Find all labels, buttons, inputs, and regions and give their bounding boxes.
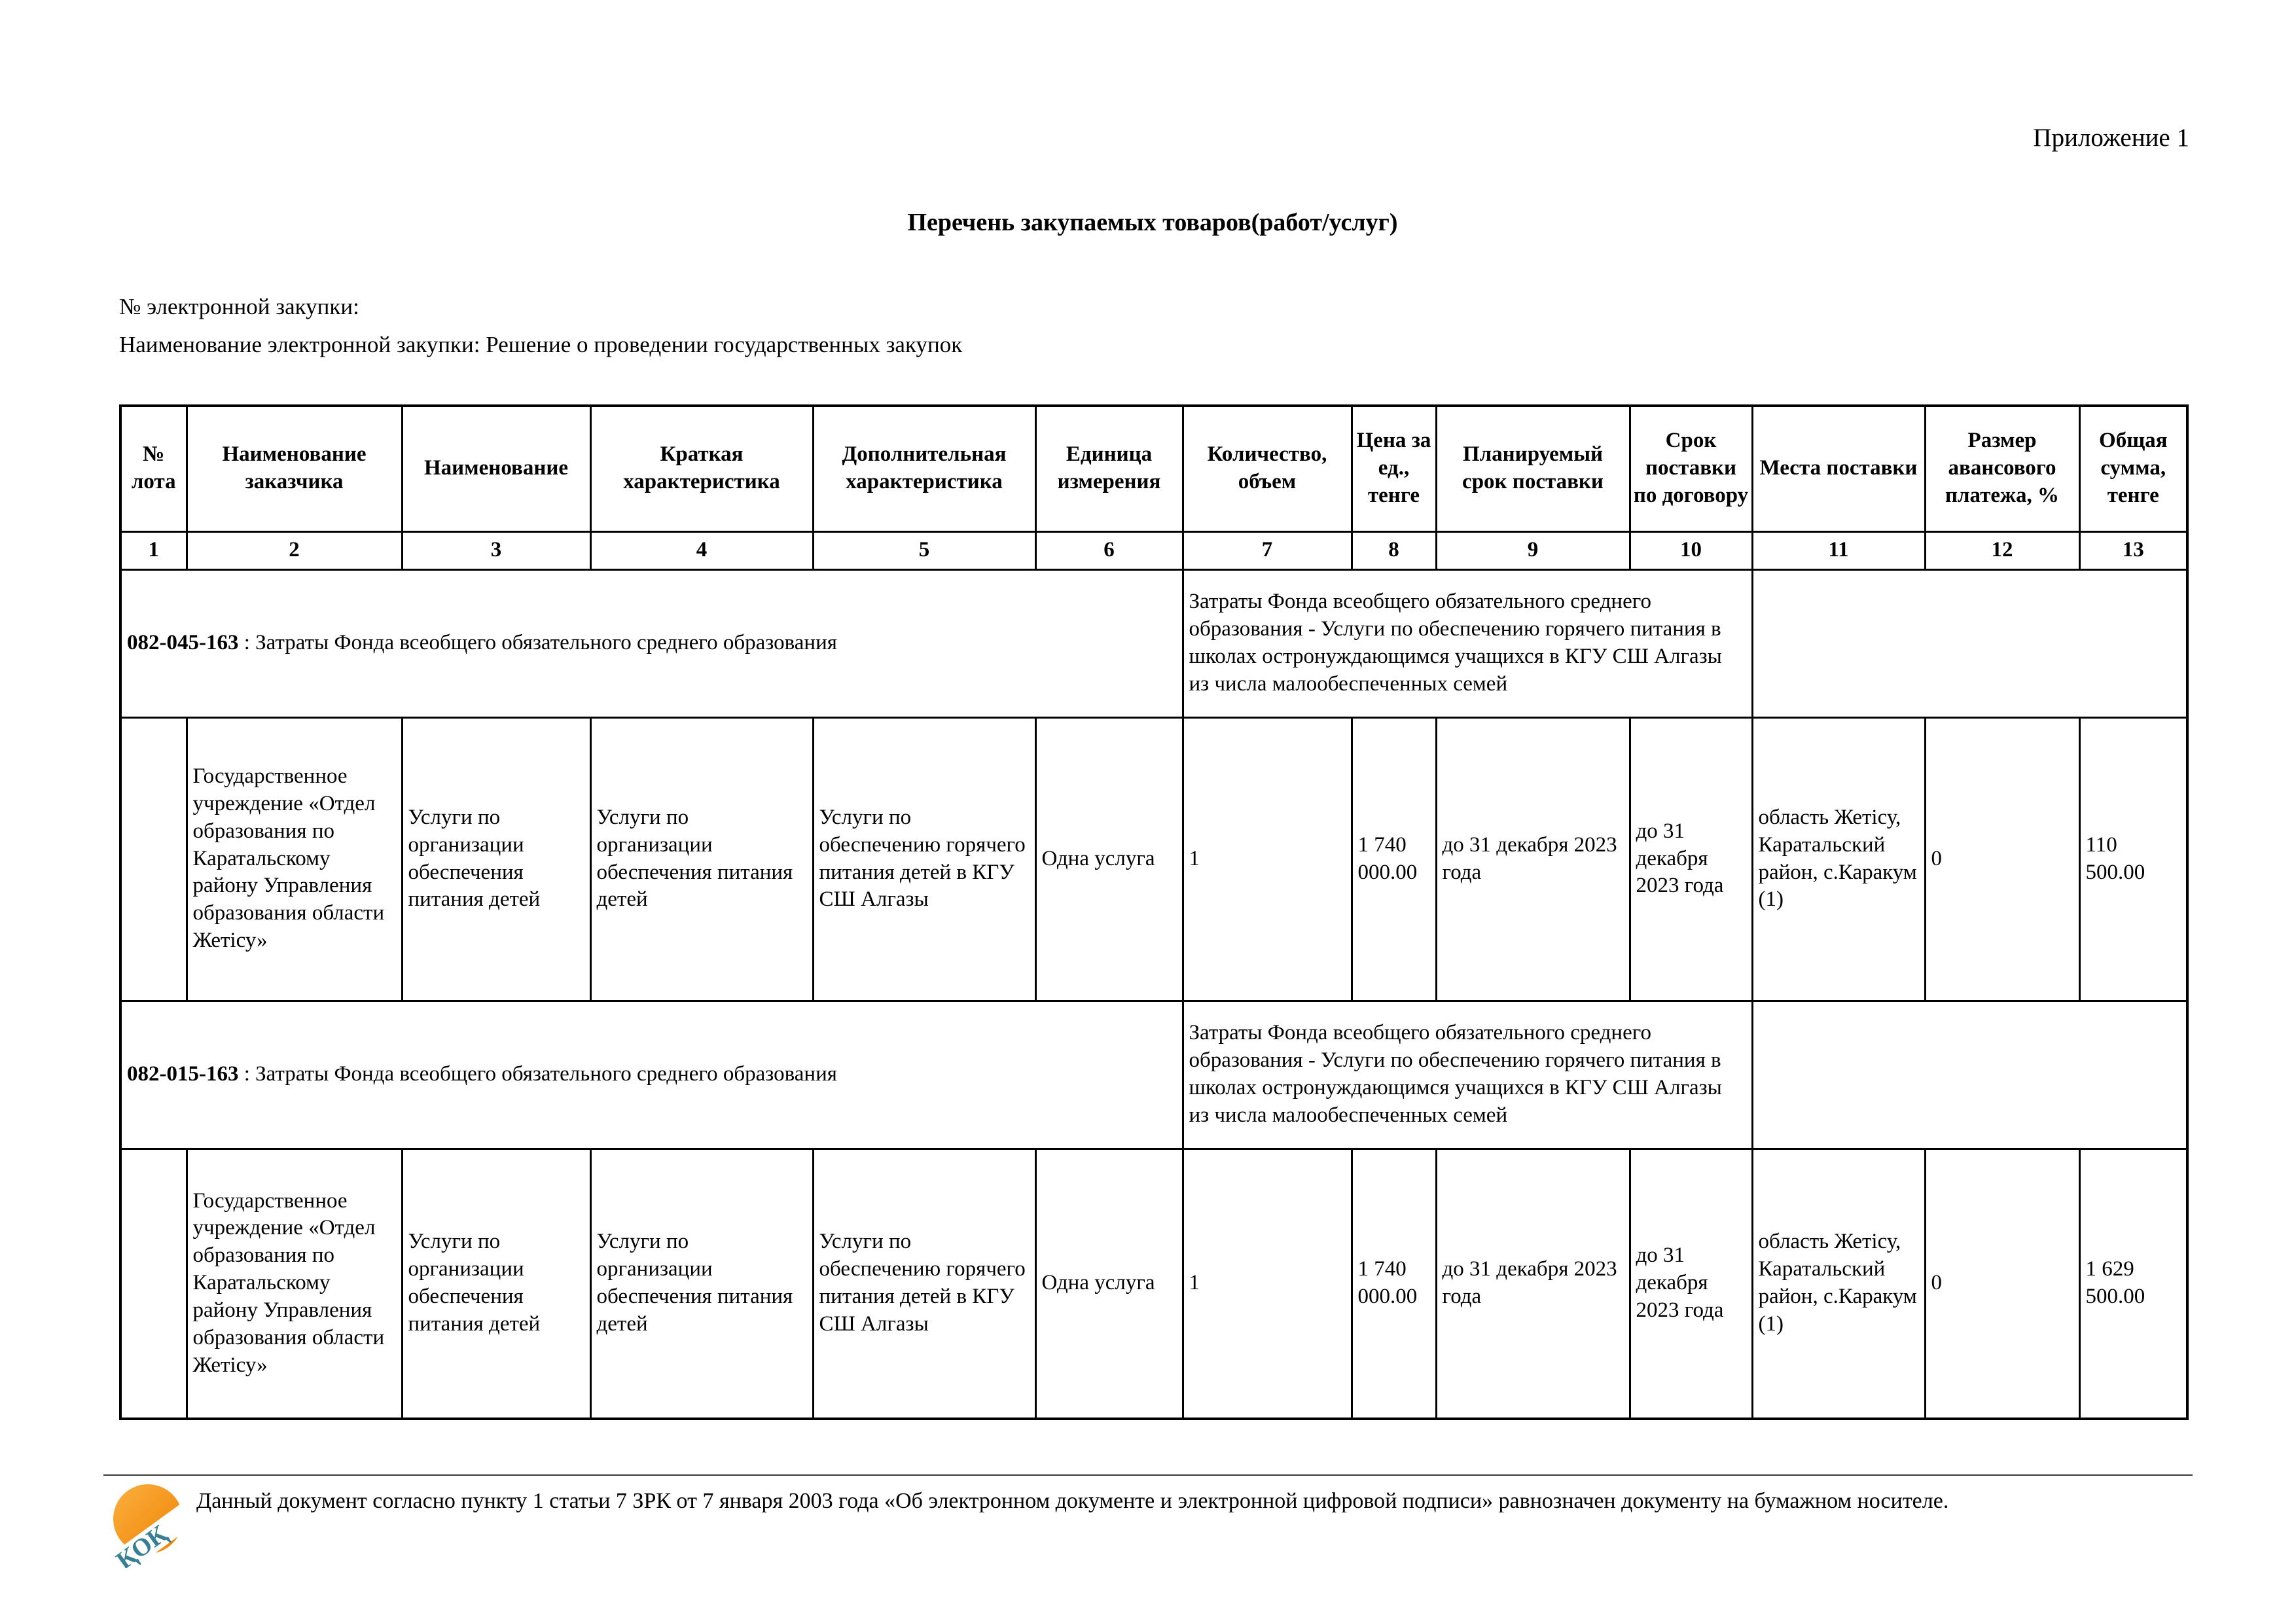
goszakup-logo-svg xyxy=(111,1482,190,1568)
cell-contract-delivery: до 31 декабря 2023 года xyxy=(1630,717,1752,1001)
cell-total-sum: 110 500.00 xyxy=(2079,717,2187,1001)
lot-group-code: 082-045-163 xyxy=(127,631,239,655)
cell-customer: Государственное учреждение «Отдел образования по Каратальскому району Управления образования области Жетісу» xyxy=(187,1149,402,1419)
col-header-unit-price: Цена за ед., тенге xyxy=(1352,406,1436,531)
table-row xyxy=(120,1149,2187,1419)
column-number-row xyxy=(120,531,2187,569)
cell-lot-number xyxy=(120,717,187,1001)
column-number: 7 xyxy=(1183,531,1352,569)
column-number: 12 xyxy=(1925,531,2079,569)
cell-additional-characteristic: Услуги по обеспечению горячего питания детей в КГУ СШ Алгазы xyxy=(813,717,1035,1001)
column-number: 6 xyxy=(1035,531,1183,569)
column-number: 11 xyxy=(1752,531,1925,569)
lot-group-code-text: : Затраты Фонда всеобщего обязательного среднего образования xyxy=(238,631,837,655)
col-header-additional-characteristic: Дополнительная характеристика xyxy=(813,406,1035,531)
lot-group-row xyxy=(120,569,2187,717)
col-header-unit: Единица измерения xyxy=(1035,406,1183,531)
footer xyxy=(111,1482,2197,1568)
col-header-quantity: Количество, объем xyxy=(1183,406,1352,531)
table-row xyxy=(120,717,2187,1001)
col-header-total-sum: Общая сумма, тенге xyxy=(2079,406,2187,531)
lot-group-empty-cell xyxy=(1752,1001,2187,1149)
cell-planned-delivery: до 31 декабря 2023 года xyxy=(1436,717,1630,1001)
col-header-name: Наименование xyxy=(402,406,590,531)
purchase-number-line: № электронной закупки: xyxy=(119,294,359,319)
column-number: 4 xyxy=(590,531,813,569)
cell-advance-payment: 0 xyxy=(1925,1149,2079,1419)
logo-letters: ҚОҚ xyxy=(111,1520,173,1568)
purchase-name-line: Наименование электронной закупки: Решение о проведении государственных закупок xyxy=(119,332,963,357)
cell-delivery-places: область Жетісу, Каратальский район, с.Каракум (1) xyxy=(1752,717,1925,1001)
cell-short-characteristic: Услуги по организации обеспечения питания детей xyxy=(590,1149,813,1419)
cell-lot-number xyxy=(120,1149,187,1419)
cell-quantity: 1 xyxy=(1183,1149,1352,1419)
col-header-customer: Наименование заказчика xyxy=(187,406,402,531)
cell-delivery-places: область Жетісу, Каратальский район, с.Каракум (1) xyxy=(1752,1149,1925,1419)
lot-group-empty-cell xyxy=(1752,569,2187,717)
footer-legal-text: Данный документ согласно пункту 1 статьи 7 ЗРК от 7 января 2003 года «Об электронном документе и электронной цифровой подписи» равнозначен документу на бумажном носителе. xyxy=(196,1489,1949,1513)
column-number: 8 xyxy=(1352,531,1436,569)
col-header-contract-delivery: Срок поставки по договору xyxy=(1630,406,1752,531)
col-header-delivery-places: Места поставки xyxy=(1752,406,1925,531)
page-title: Перечень закупаемых товаров(работ/услуг) xyxy=(907,209,1398,236)
cell-name: Услуги по организации обеспечения питания детей xyxy=(402,1149,590,1419)
col-header-short-characteristic: Краткая характеристика xyxy=(590,406,813,531)
col-header-planned-delivery: Планируемый срок поставки xyxy=(1436,406,1630,531)
lot-group-description: Затраты Фонда всеобщего обязательного среднего образования - Услуги по обеспечению горячего питания в школах остронуждающимся учащихся в КГУ СШ Алгазы из числа малообеспеченных семей xyxy=(1183,1001,1752,1149)
goszakup-logo-icon xyxy=(111,1482,190,1568)
cell-quantity: 1 xyxy=(1183,717,1352,1001)
footer-divider xyxy=(103,1474,2193,1476)
cell-additional-characteristic: Услуги по обеспечению горячего питания детей в КГУ СШ Алгазы xyxy=(813,1149,1035,1419)
lot-group-row xyxy=(120,1001,2187,1149)
cell-unit: Одна услуга xyxy=(1035,717,1183,1001)
column-number: 10 xyxy=(1630,531,1752,569)
col-header-lot-number: № лота xyxy=(120,406,187,531)
cell-total-sum: 1 629 500.00 xyxy=(2079,1149,2187,1419)
column-number: 13 xyxy=(2079,531,2187,569)
cell-short-characteristic: Услуги по организации обеспечения питания детей xyxy=(590,717,813,1001)
column-number: 9 xyxy=(1436,531,1630,569)
cell-advance-payment: 0 xyxy=(1925,717,2079,1001)
lot-group-code-cell xyxy=(120,1001,1183,1149)
cell-name: Услуги по организации обеспечения питания детей xyxy=(402,717,590,1001)
lot-group-description: Затраты Фонда всеобщего обязательного среднего образования - Услуги по обеспечению горячего питания в школах остронуждающимся учащихся в КГУ СШ Алгазы из числа малообеспеченных семей xyxy=(1183,569,1752,717)
column-number: 5 xyxy=(813,531,1035,569)
cell-unit-price: 1 740 000.00 xyxy=(1352,1149,1436,1419)
col-header-advance-payment: Размер авансового платежа, % xyxy=(1925,406,2079,531)
appendix-label: Приложение 1 xyxy=(2033,124,2189,152)
column-number: 2 xyxy=(187,531,402,569)
procurement-table xyxy=(119,404,2189,1420)
lot-group-code: 082-015-163 xyxy=(127,1062,239,1086)
cell-customer: Государственное учреждение «Отдел образования по Каратальскому району Управления образования области Жетісу» xyxy=(187,717,402,1001)
table-header-row xyxy=(120,406,2187,531)
purchase-meta xyxy=(119,288,2186,364)
lot-group-code-text: : Затраты Фонда всеобщего обязательного среднего образования xyxy=(238,1062,837,1086)
cell-contract-delivery: до 31 декабря 2023 года xyxy=(1630,1149,1752,1419)
cell-unit: Одна услуга xyxy=(1035,1149,1183,1419)
cell-planned-delivery: до 31 декабря 2023 года xyxy=(1436,1149,1630,1419)
column-number: 1 xyxy=(120,531,187,569)
lot-group-code-cell xyxy=(120,569,1183,717)
column-number: 3 xyxy=(402,531,590,569)
cell-unit-price: 1 740 000.00 xyxy=(1352,717,1436,1001)
